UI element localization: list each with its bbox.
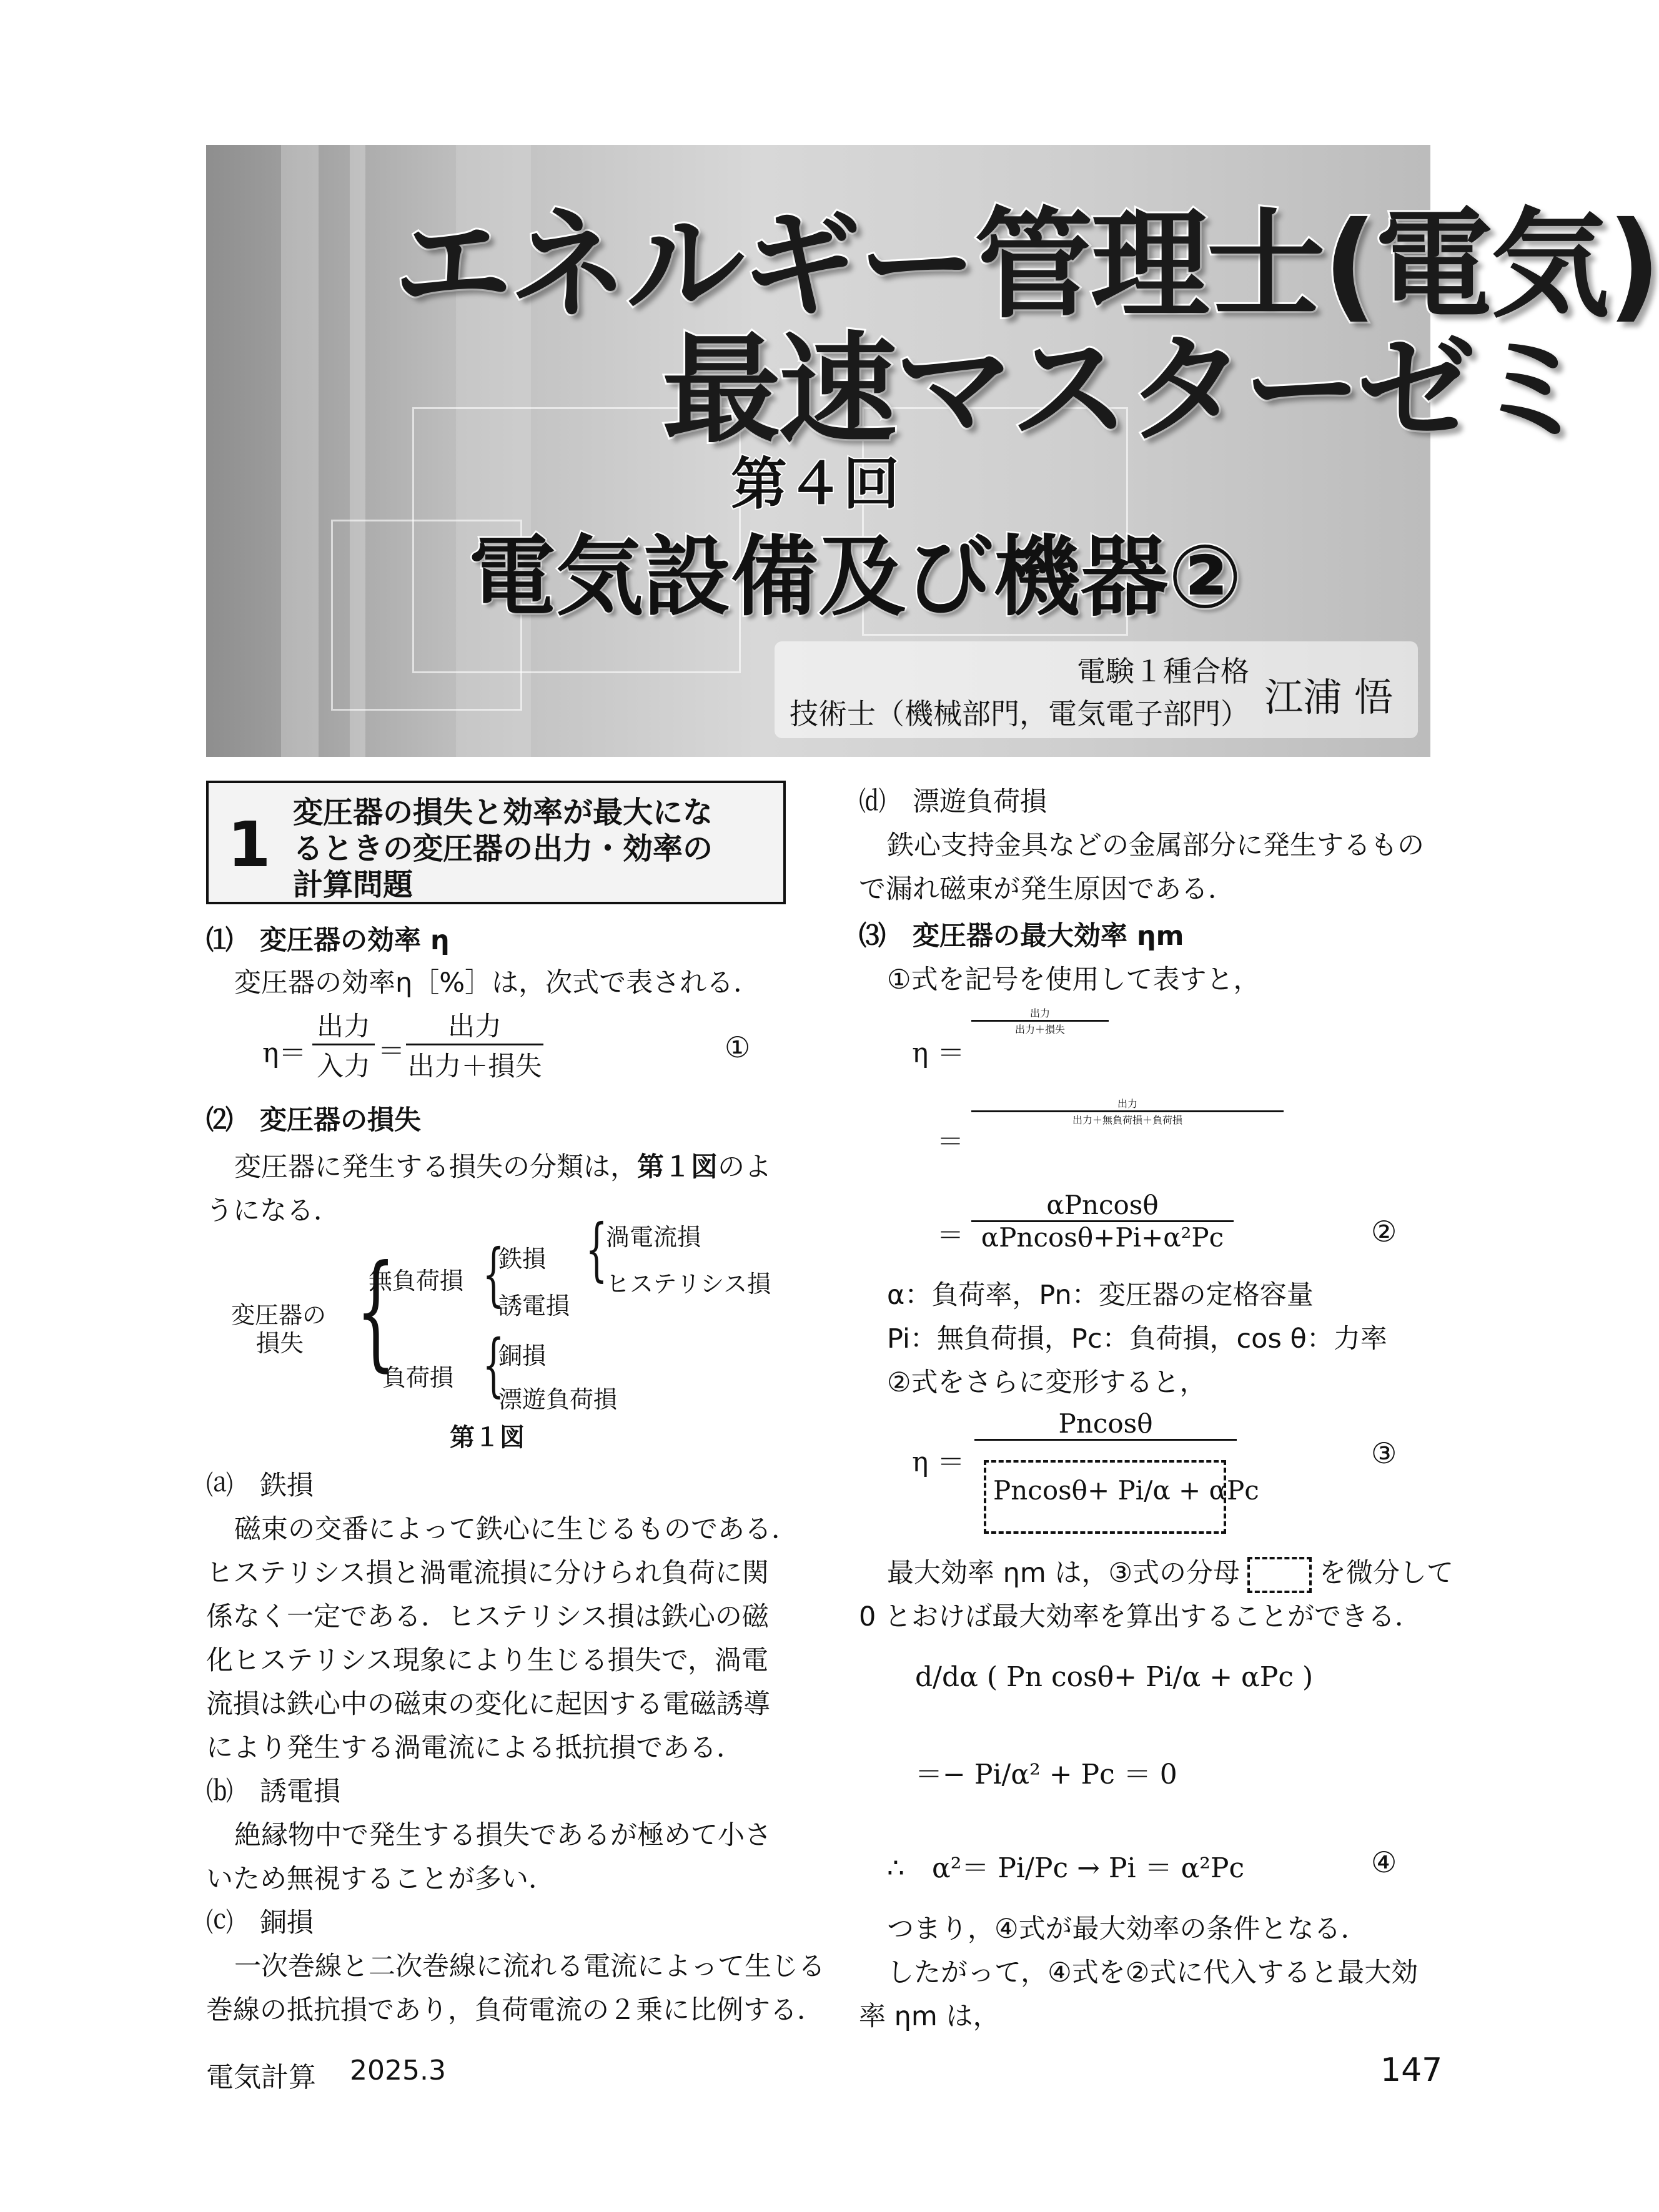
paragraph-line: 絶縁物中で発生する損失であるが極めて小さ bbox=[234, 1820, 771, 1851]
eqD-numerator: Pncosθ bbox=[1058, 1408, 1153, 1439]
tree-stray: 漂遊負荷損 bbox=[498, 1386, 618, 1413]
equation-condition: ∴ α²＝ Pi/Pc → Pi ＝ α²Pc bbox=[887, 1852, 1245, 1884]
author-qualification-1: 電験１種合格 bbox=[1077, 654, 1249, 688]
paragraph-line: いため無視することが多い． bbox=[206, 1864, 555, 1895]
brace-icon: { bbox=[482, 1234, 505, 1314]
dashed-placeholder-box bbox=[1247, 1557, 1312, 1593]
eqB-denominator: 出力＋無負荷損＋負荷損 bbox=[1072, 1114, 1182, 1126]
eqC-number: ② bbox=[1371, 1215, 1397, 1248]
footer-magazine-name: 電気計算 bbox=[206, 2061, 316, 2093]
equation-derivative-result: ＝− Pi/α² + Pc ＝ 0 bbox=[915, 1759, 1177, 1790]
heading-stray-loss: ⒟ 漂遊負荷損 bbox=[859, 786, 1047, 817]
figure-ref: 第１図 bbox=[637, 1152, 718, 1183]
eqD-number: ③ bbox=[1371, 1436, 1397, 1470]
eqD-denominator: Pncosθ+ Pi/α + αPc bbox=[993, 1475, 1259, 1506]
author-qualification-2: 技術士（機械部門，電気電子部門） bbox=[790, 697, 1249, 731]
banner-title-line1: エネルギー管理士(電気) bbox=[394, 196, 1659, 334]
tree-eddy: 渦電流損 bbox=[606, 1223, 701, 1251]
eq1-numerator-1: 出力 bbox=[317, 1011, 370, 1042]
author-name: 江浦 悟 bbox=[1264, 674, 1393, 720]
heading-iron-loss: ⒜ 鉄損 bbox=[206, 1470, 314, 1501]
equation-derivative: d/dα ( Pn cosθ+ Pi/α + αPc ) bbox=[915, 1661, 1314, 1693]
definition-line: α：負荷率，Pn：変圧器の定格容量 bbox=[887, 1280, 1314, 1311]
eq1-denominator-1: 入力 bbox=[317, 1051, 370, 1082]
paragraph-text: を微分して bbox=[1319, 1558, 1454, 1589]
eq1-fraction-1 bbox=[312, 1005, 375, 1084]
eq1-numerator-2: 出力 bbox=[448, 1011, 502, 1042]
footer-issue-date: 2025.3 bbox=[350, 2055, 446, 2086]
eqB-fraction bbox=[971, 1096, 1284, 1127]
eqC-fraction bbox=[971, 1190, 1234, 1253]
heading-efficiency: ⑴ 変圧器の効率 η bbox=[206, 925, 450, 956]
eqA-lhs: η ＝ bbox=[912, 1037, 965, 1069]
tree-noload: 無負荷損 bbox=[369, 1267, 464, 1295]
paragraph-text: 最大効率 ηm は，③式の分母 bbox=[887, 1558, 1241, 1589]
issue-number: 第４回 bbox=[731, 452, 899, 517]
paragraph-line: 流損は鉄心中の磁束の変化に起因する電磁誘導 bbox=[206, 1689, 770, 1720]
paragraph-text: のよ bbox=[718, 1152, 771, 1183]
eq1-fraction-2 bbox=[406, 1005, 543, 1084]
banner-title-line2: 最速マスターゼミ bbox=[662, 321, 1590, 459]
paragraph: うになる． bbox=[206, 1195, 340, 1227]
eqG-number: ④ bbox=[1371, 1845, 1397, 1879]
paragraph: ①式を記号を使用して表すと， bbox=[887, 964, 1260, 995]
paragraph: 0 とおけば最大効率を算出することができる． bbox=[859, 1601, 1422, 1632]
eqA-numerator: 出力 bbox=[1029, 1007, 1050, 1019]
author-box bbox=[775, 641, 1418, 738]
heading-losses: ⑵ 変圧器の損失 bbox=[206, 1105, 421, 1136]
tree-hysteresis: ヒステリシス損 bbox=[606, 1270, 771, 1298]
eqA-denominator: 出力＋損失 bbox=[1014, 1024, 1065, 1035]
paragraph: つまり，④式が最大効率の条件となる． bbox=[887, 1913, 1368, 1945]
tree-dielectric: 誘電損 bbox=[498, 1292, 570, 1320]
paragraph bbox=[234, 1146, 771, 1184]
banner-stripe bbox=[281, 145, 319, 757]
tree-root-line1: 変圧器の bbox=[231, 1301, 327, 1329]
definition-line: Pi：無負荷損，Pc：負荷損，cos θ：力率 bbox=[887, 1323, 1387, 1355]
paragraph-line: 化ヒステリシス現象により生じる損失で，渦電 bbox=[206, 1645, 768, 1676]
paragraph-line: 係なく一定である．ヒステリシス損は鉄心の磁 bbox=[206, 1601, 769, 1632]
paragraph: ②式をさらに変形すると， bbox=[887, 1367, 1207, 1398]
paragraph bbox=[887, 1552, 1453, 1593]
paragraph-line: 鉄心支持金具などの金属部分に発生するもの bbox=[887, 830, 1424, 861]
eqD-fraction bbox=[974, 1408, 1237, 1441]
tree-iron: 鉄損 bbox=[498, 1245, 547, 1273]
section-heading-box bbox=[206, 781, 786, 904]
section-title-line: 計算問題 bbox=[293, 867, 414, 902]
brace-icon: { bbox=[482, 1325, 505, 1405]
eqC-denominator: αPncosθ+Pi+α²Pc bbox=[981, 1222, 1224, 1253]
section-title-line: 変圧器の損失と効率が最大にな bbox=[293, 795, 713, 830]
paragraph-line: で漏れ磁束が発生原因である． bbox=[859, 874, 1235, 905]
paragraph-line: 磁束の交番によって鉄心に生じるものである． bbox=[234, 1514, 798, 1545]
eqC-numerator: αPncosθ bbox=[1046, 1190, 1159, 1220]
page-number: 147 bbox=[1380, 2052, 1443, 2089]
tree-copper: 銅損 bbox=[498, 1342, 547, 1370]
eq1-eta: η＝ bbox=[262, 1037, 307, 1069]
eq1-number: ① bbox=[725, 1030, 751, 1064]
heading-max-efficiency: ⑶ 変圧器の最大効率 ηm bbox=[859, 921, 1184, 952]
section-title-line: るときの変圧器の出力・効率の bbox=[293, 831, 713, 866]
header-banner bbox=[206, 145, 1659, 757]
paragraph-line: 一次巻線と二次巻線に流れる電流によって生じる bbox=[234, 1951, 825, 1982]
eq1-equals: ＝ bbox=[378, 1036, 405, 1067]
paragraph-line: 巻線の抵抗損であり，負荷電流の２乗に比例する． bbox=[206, 1995, 824, 2026]
tree-root-line2: 損失 bbox=[256, 1330, 304, 1357]
eqD-lhs: η ＝ bbox=[912, 1446, 965, 1478]
eqA-fraction bbox=[971, 1005, 1109, 1036]
figure-caption: 第１図 bbox=[450, 1423, 525, 1452]
tree-load: 負荷損 bbox=[382, 1364, 454, 1391]
eq1-denominator-2: 出力＋損失 bbox=[407, 1051, 542, 1082]
paragraph: したがって，④式を②式に代入すると最大効 bbox=[887, 1957, 1419, 1988]
paragraph-line: により発生する渦電流による抵抗損である． bbox=[206, 1732, 743, 1764]
eqC-equals: ＝ bbox=[937, 1220, 964, 1252]
heading-dielectric-loss: ⒝ 誘電損 bbox=[206, 1776, 340, 1807]
article-subtitle: 電気設備及び機器② bbox=[468, 526, 1242, 628]
fraction-bar bbox=[974, 1439, 1237, 1441]
paragraph: 率 ηm は， bbox=[859, 2001, 1000, 2032]
paragraph-line: ヒステリシス損と渦電流損に分けられ負荷に関 bbox=[206, 1558, 769, 1589]
paragraph-text: 変圧器に発生する損失の分類は， bbox=[234, 1152, 637, 1183]
brace-icon: { bbox=[585, 1209, 608, 1289]
paragraph: 変圧器の効率η［%］は，次式で表される． bbox=[234, 967, 761, 999]
eqB-equals: ＝ bbox=[937, 1127, 964, 1158]
brace-icon: { bbox=[355, 1238, 396, 1384]
heading-copper-loss: ⒞ 銅損 bbox=[206, 1907, 314, 1938]
section-number: 1 bbox=[227, 808, 271, 881]
eqB-numerator: 出力 bbox=[1117, 1098, 1137, 1110]
